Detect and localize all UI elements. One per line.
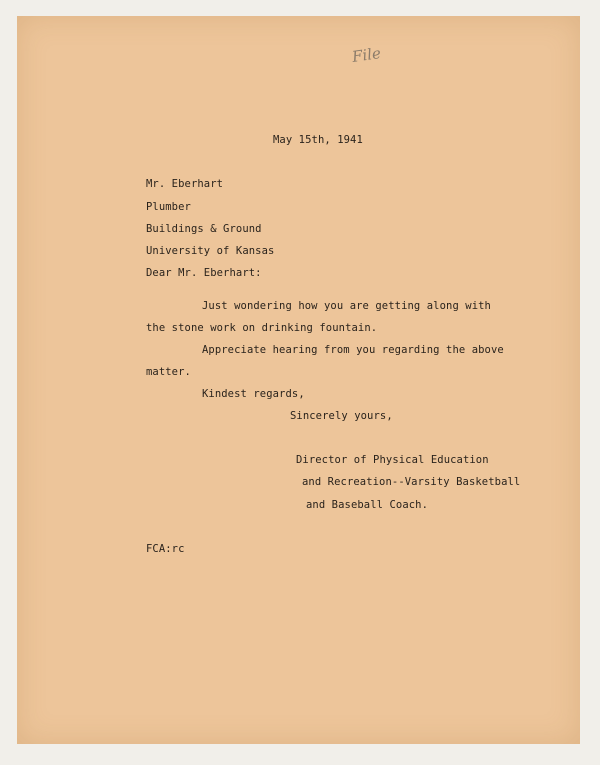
pencil-file-note: File — [350, 44, 383, 66]
reference-initials: FCA:rc — [146, 543, 185, 555]
signature-title-line-1: Director of Physical Education — [296, 454, 489, 466]
kindest-regards: Kindest regards, — [202, 388, 305, 400]
complimentary-close: Sincerely yours, — [290, 410, 393, 422]
recipient-title: Plumber — [146, 201, 191, 213]
salutation: Dear Mr. Eberhart: — [146, 267, 262, 279]
recipient-department: Buildings & Ground — [146, 223, 262, 235]
body-paragraph-1-line-2: the stone work on drinking fountain. — [146, 322, 378, 334]
signature-title-line-2: and Recreation--Varsity Basketball — [302, 476, 521, 488]
body-paragraph-1-line-1: Just wondering how you are getting along with — [202, 300, 491, 312]
recipient-name: Mr. Eberhart — [146, 178, 224, 190]
body-paragraph-2-line-1: Appreciate hearing from you regarding the above — [202, 344, 504, 356]
letter-date: May 15th, 1941 — [273, 134, 363, 146]
letter-page — [17, 16, 580, 744]
body-paragraph-2-line-2: matter. — [146, 366, 191, 378]
signature-title-line-3: and Baseball Coach. — [306, 499, 429, 511]
recipient-institution: University of Kansas — [146, 245, 275, 257]
